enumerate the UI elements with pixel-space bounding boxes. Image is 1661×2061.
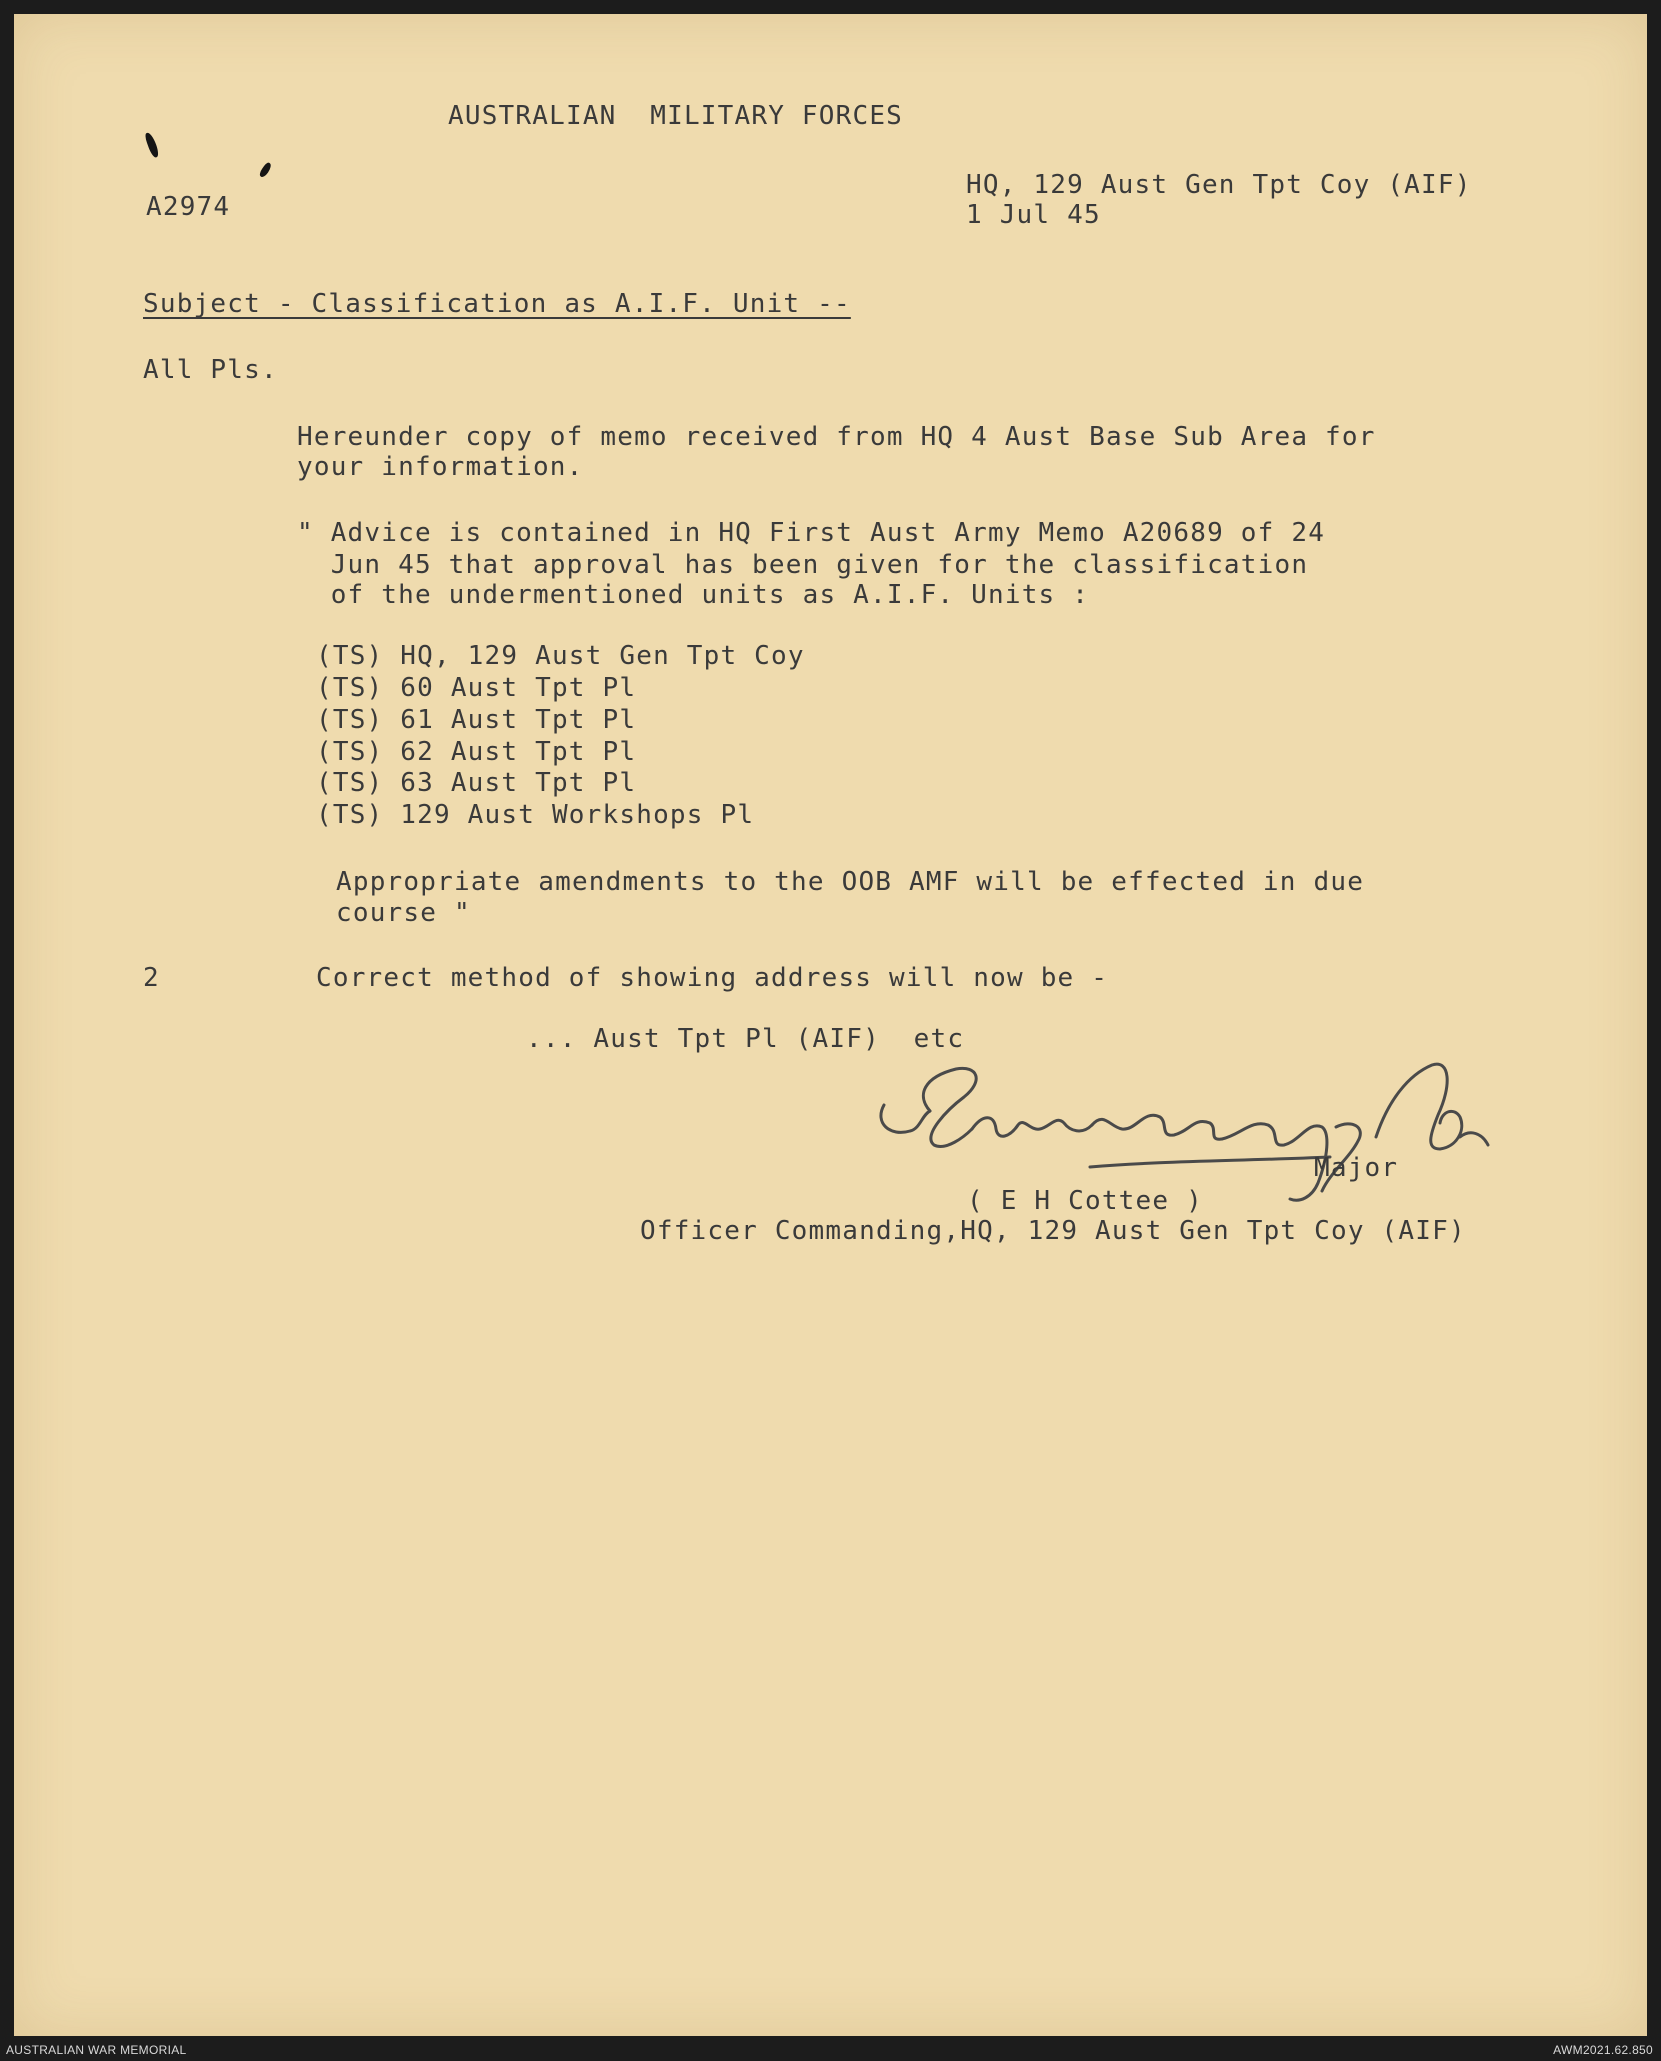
quote-line-3: of the undermentioned units as A.I.F. Units :: [297, 580, 1090, 610]
memo-date: 1 Jul 45: [966, 200, 1101, 230]
amendment-line-1: Appropriate amendments to the OOB AMF will be effected in due: [336, 867, 1365, 897]
unit-list-item: (TS) HQ, 129 Aust Gen Tpt Coy: [316, 641, 805, 671]
intro-line-2: your information.: [297, 452, 584, 482]
subject-line: Subject - Classification as A.I.F. Unit --: [143, 289, 851, 319]
unit-list-item: (TS) 129 Aust Workshops Pl: [316, 800, 755, 830]
unit-list-item: (TS) 60 Aust Tpt Pl: [316, 673, 637, 703]
footer-bar: [0, 2036, 1661, 2061]
address-example: ... Aust Tpt Pl (AIF) etc: [526, 1024, 965, 1054]
unit-list-item: (TS) 61 Aust Tpt Pl: [316, 705, 637, 735]
reference-number: A2974: [146, 192, 231, 222]
signatory-rank: Major: [1314, 1153, 1399, 1183]
unit-list-item: (TS) 63 Aust Tpt Pl: [316, 768, 637, 798]
org-heading: AUSTRALIAN MILITARY FORCES: [448, 101, 904, 131]
intro-line-1: Hereunder copy of memo received from HQ 4 Aust Base Sub Area for: [297, 422, 1376, 452]
from-unit: HQ, 129 Aust Gen Tpt Coy (AIF): [966, 170, 1472, 200]
paragraph-2-text: Correct method of showing address will now be -: [316, 963, 1109, 993]
unit-list-item: (TS) 62 Aust Tpt Pl: [316, 737, 637, 767]
archive-id: AWM2021.62.850: [1553, 2043, 1653, 2057]
paragraph-number: 2: [143, 963, 160, 993]
quote-line-1: " Advice is contained in HQ First Aust Army Memo A20689 of 24: [297, 518, 1326, 548]
quote-line-2: Jun 45 that approval has been given for the classification: [297, 550, 1309, 580]
signatory-name: ( E H Cottee ): [967, 1186, 1203, 1216]
addressee: All Pls.: [143, 355, 278, 385]
amendment-line-2: course ": [336, 898, 471, 928]
signatory-title: Officer Commanding,HQ, 129 Aust Gen Tpt Coy (AIF): [640, 1216, 1466, 1246]
archive-credit: AUSTRALIAN WAR MEMORIAL: [6, 2043, 187, 2057]
